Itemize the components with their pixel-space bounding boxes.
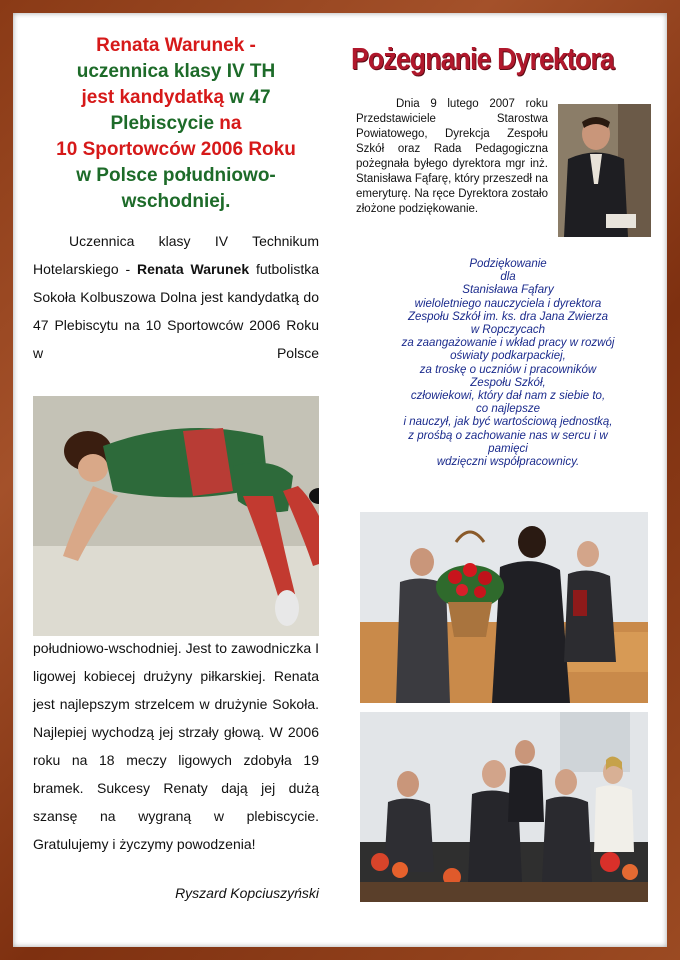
section-title: Pożegnanie Dyrektora — [351, 41, 614, 76]
article-body-bottom: południowo-wschodniej. Jest to zawodniczka I ligowej kobiecej drużyny piłkarskiej. Renata jest najlepszym strzelcem w drużynie Sokoła. Najlepiej wychodzą jej strzały głową. W 2006 roku na 18 meczy ligowych zdobyła 19 bramek. Sukcesy Renaty dają jej dużą szansę na wygraną w plebiscycie. Gratulujemy i życzymy powodzenia! — [33, 640, 319, 852]
director-photo — [558, 104, 651, 237]
headline-name: Renata Warunek — [96, 35, 245, 56]
soccer-player-photo — [33, 396, 319, 636]
newsletter-page — [13, 13, 667, 947]
article-author: Ryszard Kopciuszyński — [175, 885, 319, 901]
player-name: Renata Warunek — [136, 261, 250, 277]
article-body-top: Uczennica klasy IV Technikum Hotelarskiego - Renata Warunek futbolistka Sokoła Kolbuszowa Dolna jest kandydatką do 47 Plebiscytu na 10 Sportowców 2006 Roku w Polsce — [33, 233, 319, 361]
article-headline: Renata Warunek - uczennica klasy IV TH jest kandydatką w 47 Plebiscycie na 10 Sportowców 2006 Roku w Polsce południowo- wschodniej. — [21, 33, 331, 215]
thank-you-note: Podziękowanie dla Stanisława Fąfary wieloletniego nauczyciela i dyrektora Zespołu Szkół im. ks. dra Jana Zwierza w Ropczycach za zaangażowanie i wkład pracy w rozwój oświaty podkarpackiej, za troskę o uczniów i pracowników Zespołu Szkół, człowiekowi, który dał nam z siebie to, co najlepsze i nauczył, jak być wartościową jednostką, z prośbą o zachowanie nas w sercu i w pamięci wdzięczni współpracownicy. — [401, 258, 615, 469]
flower-presentation-photo — [360, 512, 648, 703]
group-photo — [360, 712, 648, 902]
headline-line: uczennica klasy IV TH — [76, 61, 276, 82]
farewell-intro: Dnia 9 lutego 2007 roku Przedstawiciele Starostwa Powiatowego, Dyrekcja Zespołu Szkół oraz Rada Pedagogiczna pożegnała byłego dyrektora mgr inż. Stanisława Fąfarę, który przeszedł na emeryturę. Na ręce Dyrektora zostało złożone podziękowanie. — [356, 98, 548, 215]
